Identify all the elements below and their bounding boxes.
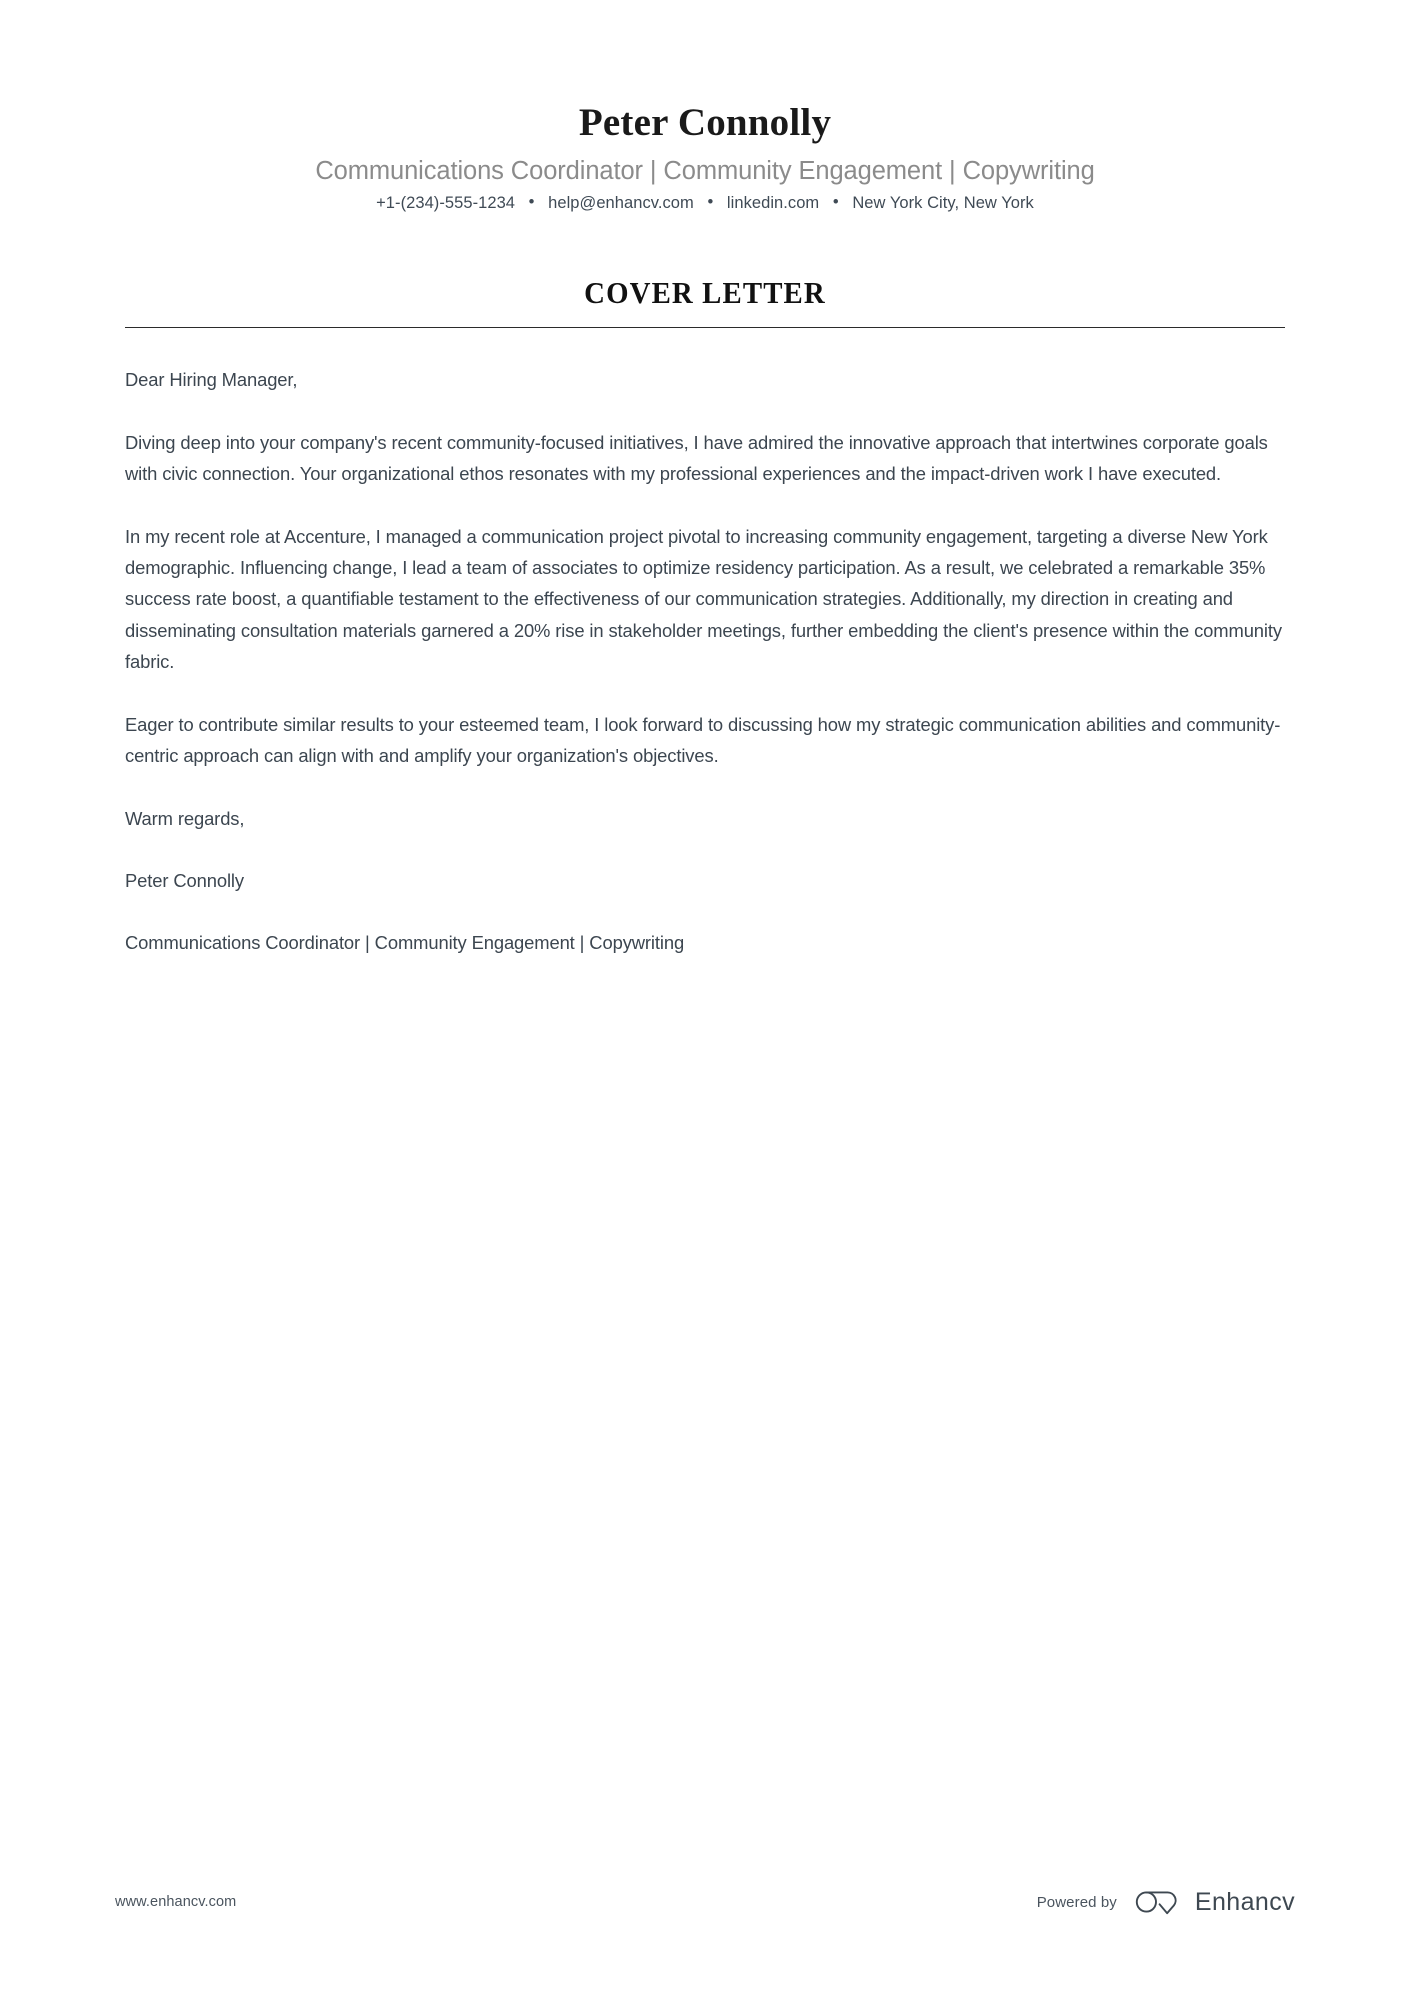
page-title: Peter Connolly [578, 101, 832, 144]
letter-signature-name: Peter Connolly [125, 869, 244, 891]
letter-paragraph-1: Diving deep into your company's recent community-focused initiatives, I have admired the innovative approach that intertwines corporate goals with civic connection. Your organizational ethos resonates with my professional experiences and the impact-driven work I have executed. [125, 431, 1268, 485]
letter-header [0, 0, 1410, 214]
candidate-headline: Communications Coordinator | Community Engagement | Copywriting [315, 156, 1095, 185]
section-divider [125, 327, 1285, 328]
enhancv-logo[interactable] [1134, 1889, 1295, 1915]
letter-paragraph-2: In my recent role at Accenture, I managed a communication project pivotal to increasing community engagement, targeting a diverse New York demographic. Influencing change, I lead a team of associates to optimize residency participation. As a result, we celebrated a remarkable 35% success rate boost, a quantifiable testament to the effectiveness of our communication strategies. Additionally, my direction in creating and disseminating consultation materials garnered a 20% rise in stakeholder meetings, further embedding the client's presence within the community fabric. [125, 525, 1282, 673]
powered-by-label: Powered by [1036, 1893, 1117, 1911]
enhancv-wordmark: Enhancv [1194, 1887, 1295, 1916]
section-header [0, 275, 1410, 328]
contact-info [0, 193, 1410, 214]
enhancv-infinity-icon [1134, 1889, 1184, 1915]
contact-email: help@enhancv.com [548, 194, 694, 213]
contact-separator: • [707, 193, 714, 212]
letter-paragraph-3: Eager to contribute similar results to your esteemed team, I look forward to discussing how my strategic communication abilities and community-centric approach can align with and amplify your organization's objectives. [125, 713, 1281, 767]
contact-separator: • [528, 193, 535, 212]
footer-branding [1037, 1889, 1295, 1915]
contact-linkedin[interactable]: linkedin.com [726, 194, 820, 213]
letter-body [0, 364, 1410, 958]
contact-separator: • [832, 193, 839, 212]
letter-salutation: Dear Hiring Manager, [125, 369, 298, 391]
letter-signature-title: Communications Coordinator | Community Engagement | Copywriting [125, 932, 685, 954]
contact-location: New York City, New York [852, 194, 1034, 213]
letter-closing: Warm regards, [125, 807, 245, 829]
page-footer [0, 1884, 1410, 1920]
contact-phone: +1-(234)-555-1234 [376, 194, 516, 213]
footer-website-url[interactable]: www.enhancv.com [115, 1894, 237, 1910]
section-title-cover-letter: COVER LETTER [584, 275, 826, 311]
